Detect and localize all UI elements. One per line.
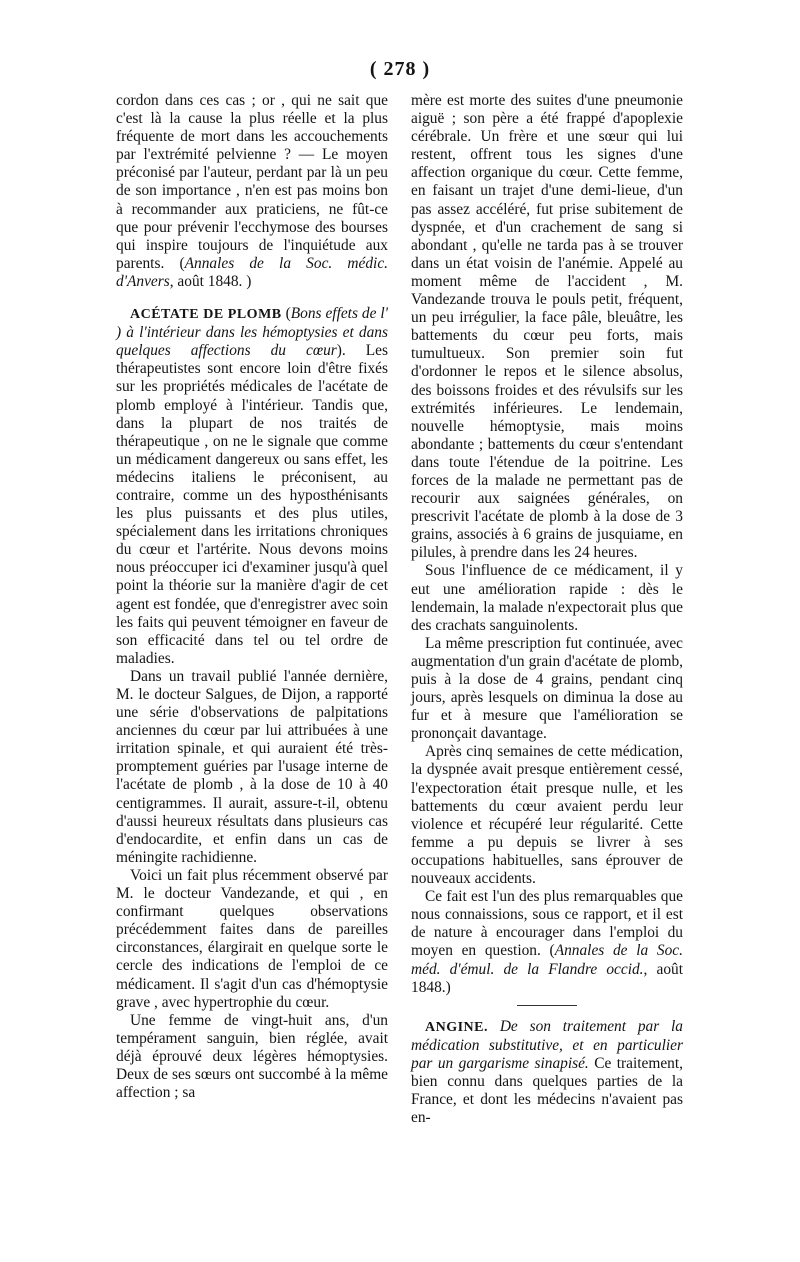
paragraph: Voici un fait plus récemment observé par M. le docteur Vandezande, et qui , en confirmant quelques observations précédemment faites dans de pareilles circonstances, élargirait en quelque sorte le cercle des indications de l'emploi de ce médicament. Il s'agit d'un cas d'hémoptysie grave , avec hypertrophie du cœur. [116,866,388,1011]
paragraph: mère est morte des suites d'une pneumonie aiguë ; son père a été frappé d'apoplexie cérébrale. Un frère et une sœur qui lui restent, offrent tous les signes d'une affection organique du cœur. Cette femme, en faisant un trajet d'une demi-lieue, d'un pas assez accéléré, fut prise subitement de dyspnée, et d'un crachement de sang si abondant , qu'elle ne tarda pas à se trouver dans un état voisin de l'anémie. Appelé au moment même de l'accident , M. Vandezande trouva le pouls petit, fréquent, un peu irrégulier, la face pâle, bleuâtre, les battements du cœur peu forts, mais tumultueux. Son premier soin fut d'ordonner le repos et le silence absolus, des boissons froides et des révulsifs sur les extrémités inférieures. Le lendemain, nouvelle hémoptysie, mais moins abondante ; battements du cœur s'entendant dans toute l'étendue de la poitrine. Les forces de la malade ne permettant pas de recourir aux saignées générales, on prescrivit l'acétate de plomb à la dose de 3 grains, associés à 6 grains de jusquiame, en pilules, à prendre dans les 24 heures. [411,92,683,562]
citation-date: , août 1848. ) [169,272,252,290]
right-column [411,92,683,1127]
article-subtitle: Bons effets de l' ) à l'intérieur dans les hémoptysies et dans quelques affections du cœur [116,305,388,360]
article-body: Ce traitement, bien connu dans quelques parties de la France, et dont les médecins n'avaient pas en- [411,1054,683,1127]
citation: Annales de la Soc. médic. d'Anvers [116,254,389,290]
citation: Annales de la Soc. méd. d'émul. de la Flandre occid. [411,942,683,978]
paragraph: Dans un travail publié l'année dernière, M. le docteur Salgues, de Dijon, a rapporté une série d'observations de palpitations anciennes du cœur par lui attribuées à une irritation spinale, et qui auraient été très-promptement guéries par l'usage interne de l'acétate de plomb , à la dose de 10 à 40 centigrammes. Il aurait, assure-t-il, obtenu d'aussi heureux résultats dans plusieurs cas d'endocardite, et enfin dans un cas de méningite rachidienne. [116,667,388,866]
left-column [116,92,388,1102]
article-paren: ( [281,305,291,323]
paragraph: La même prescription fut continuée, avec augmentation d'un grain d'acétate de plomb, puis à la dose de 4 grains, pendant cinq jours, après lesquels on diminua la dose au fur et à mesure que l'amélioration se prononçait davantage. [411,634,683,743]
article-acetate-de-plomb [116,305,388,668]
article-heading: ANGINE. [425,1019,489,1035]
article-body: ). Les thérapeutistes sont encore loin d'être fixés sur les propriétés médicales de l'acétate de plomb employé à l'intérieur. Tandis que, dans la plupart de nos traités de thérapeutique , on ne le signale que comme un médicament dangereux ou sans effet, les médecins italiens le préconisent, au contraire, comme un des hyposthénisants les plus puissants et des plus utiles, spécialement dans les irritations chroniques du cœur et l'artérite. Nous devons moins nous préoccuper ici d'examiner jusqu'à quel point la théorie sur la manière d'agir de cet agent est fondée, que d'enregistrer avec soin les faits qui peuvent témoigner en faveur de son efficacité dans tel ou tel ordre de maladies. [116,342,388,667]
paragraph-text: Ce fait est l'un des plus remarquables que nous connaissions, sous ce rapport, et il est de nature à encourager dans l'emploi du moyen en question. ( [411,888,683,960]
article-angine [411,1018,683,1128]
article-subtitle: De son traitement par la médication substitutive, et en particulier par un gargarisme sinapisé. [411,1017,683,1072]
section-divider [517,1005,577,1006]
page-number: ( 278 ) [369,58,431,80]
citation-date: , août 1848.) [411,960,683,996]
paragraph: Sous l'influence de ce médicament, il y eut une amélioration rapide : dès le lendemain, la malade n'expectorait plus que des crachats sanguinolents. [411,562,683,634]
paragraph [116,92,388,291]
paragraph: Une femme de vingt-huit ans, d'un tempérament sanguin, bien réglée, avait déjà éprouvé deux légères hémoptysies. Deux de ses sœurs ont succombé à la même affection ; sa [116,1011,388,1102]
article-heading: ACÉTATE DE PLOMB [130,307,282,323]
paragraph-text: cordon dans ces cas ; or , qui ne sait que c'est là la cause la plus réelle et la plus fréquente de mort dans les accouchements par l'extrémité pelvienne ? — Le moyen préconisé par l'auteur, perdant par là un peu de son importance , n'en est pas moins bon à recommander aux praticiens, ne fût-ce que pour prévenir l'ecchymose des bourses qui inspire toujours de l'inquiétude aux parents. ( [116,92,388,272]
paragraph [411,888,683,997]
paragraph: Après cinq semaines de cette médication, la dyspnée avait presque entièrement cessé, l'expectoration était presque nulle, et les battements du cœur avaient perdu leur violence et récupéré leur régularité. Cette femme a pu depuis se livrer à ses occupations habituelles, sans éprouver de nouveaux accidents. [411,743,683,888]
